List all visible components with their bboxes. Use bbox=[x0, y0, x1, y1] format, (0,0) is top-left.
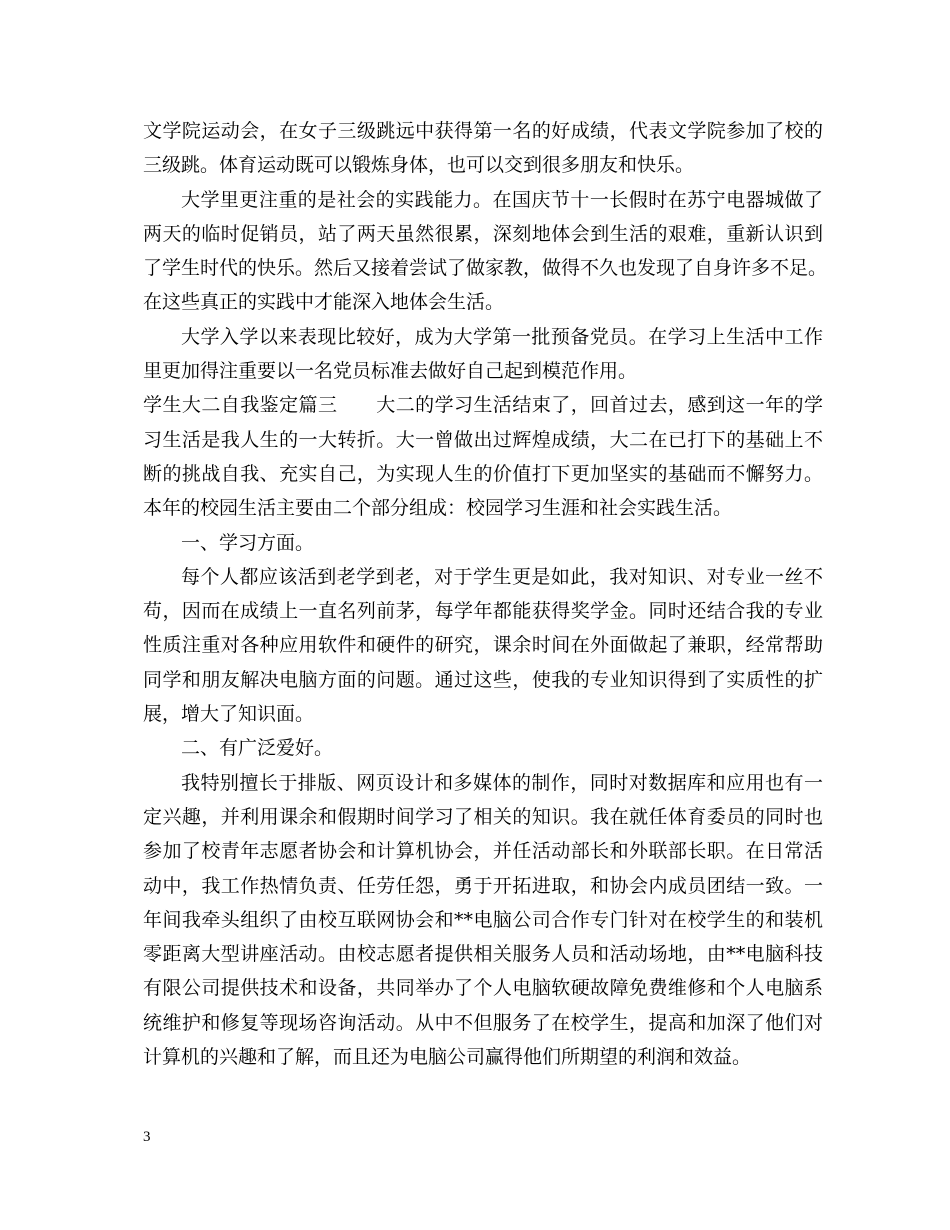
text-line: 三级跳。体育运动既可以锻炼身体，也可以交到很多朋友和快乐。 bbox=[143, 154, 695, 177]
text-line: 同学和朋友解决电脑方面的问题。通过这些，使我的专业知识得到了实质性的扩 bbox=[143, 668, 823, 691]
section-heading: 二、有广泛爱好。 bbox=[181, 737, 334, 760]
text-line: 统维护和修复等现场咨询活动。从中不但服务了在校学生，提高和加深了他们对 bbox=[143, 1011, 823, 1034]
text-line: 大学入学以来表现比较好，成为大学第一批预备党员。在学习上生活中工作 bbox=[181, 325, 823, 348]
text-line: 苟，因而在成绩上一直名列前茅，每学年都能获得奖学金。同时还结合我的专业 bbox=[143, 600, 823, 623]
text-line: 在这些真正的实践中才能深入地体会生活。 bbox=[143, 291, 505, 314]
text-line: 每个人都应该活到老学到老，对于学生更是如此，我对知识、对专业一丝不 bbox=[181, 565, 823, 588]
text-line: 本年的校园生活主要由二个部分组成：校园学习生涯和社会实践生活。 bbox=[143, 497, 733, 520]
text-line: 里更加得注重要以一名党员标准去做好自己起到模范作用。 bbox=[143, 360, 638, 383]
text-line: 计算机的兴趣和了解，而且还为电脑公司赢得他们所期望的利润和效益。 bbox=[143, 1046, 752, 1069]
text-line: 我特别擅长于排版、网页设计和多媒体的制作，同时对数据库和应用也有一 bbox=[181, 771, 823, 794]
text-line: 参加了校青年志愿者协会和计算机协会，并任活动部长和外联部长职。在日常活 bbox=[143, 840, 823, 863]
text-line: 定兴趣，并利用课余和假期时间学习了相关的知识。我在就任体育委员的同时也 bbox=[143, 805, 823, 828]
text-line: 断的挑战自我、充实自己，为实现人生的价值打下更加坚实的基础而不懈努力。 bbox=[143, 462, 823, 485]
page-number: 3 bbox=[143, 1129, 151, 1145]
text-line: 零距离大型讲座活动。由校志愿者提供相关服务人员和活动场地，由**电脑科技 bbox=[143, 943, 823, 966]
text-line: 动中，我工作热情负责、任劳任怨，勇于开拓进取，和协会内成员团结一致。一 bbox=[143, 874, 823, 897]
text-line: 学生大二自我鉴定篇三 大二的学习生活结束了，回首过去，感到这一年的学 bbox=[143, 394, 823, 417]
document-body bbox=[143, 114, 828, 1074]
text-line: 展，增大了知识面。 bbox=[143, 703, 315, 726]
text-line: 文学院运动会，在女子三级跳远中获得第一名的好成绩，代表文学院参加了校的 bbox=[143, 120, 823, 142]
text-line: 有限公司提供技术和设备，共同举办了个人电脑软硬故障免费维修和个人电脑系 bbox=[143, 977, 823, 1000]
text-line: 性质注重对各种应用软件和硬件的研究，课余时间在外面做起了兼职，经常帮助 bbox=[143, 634, 823, 657]
text-line: 习生活是我人生的一大转折。大一曾做出过辉煌成绩，大二在已打下的基础上不 bbox=[143, 428, 823, 451]
section-heading: 一、学习方面。 bbox=[181, 531, 315, 554]
text-line: 了学生时代的快乐。然后又接着尝试了做家教，做得不久也发现了自身许多不足。 bbox=[143, 257, 828, 280]
text-line: 年间我牵头组织了由校互联网协会和**电脑公司合作专门针对在校学生的和装机 bbox=[143, 908, 823, 931]
text-line: 大学里更注重的是社会的实践能力。在国庆节十一长假时在苏宁电器城做了 bbox=[181, 188, 823, 211]
text-line: 两天的临时促销员，站了两天虽然很累，深刻地体会到生活的艰难，重新认识到 bbox=[143, 222, 823, 245]
